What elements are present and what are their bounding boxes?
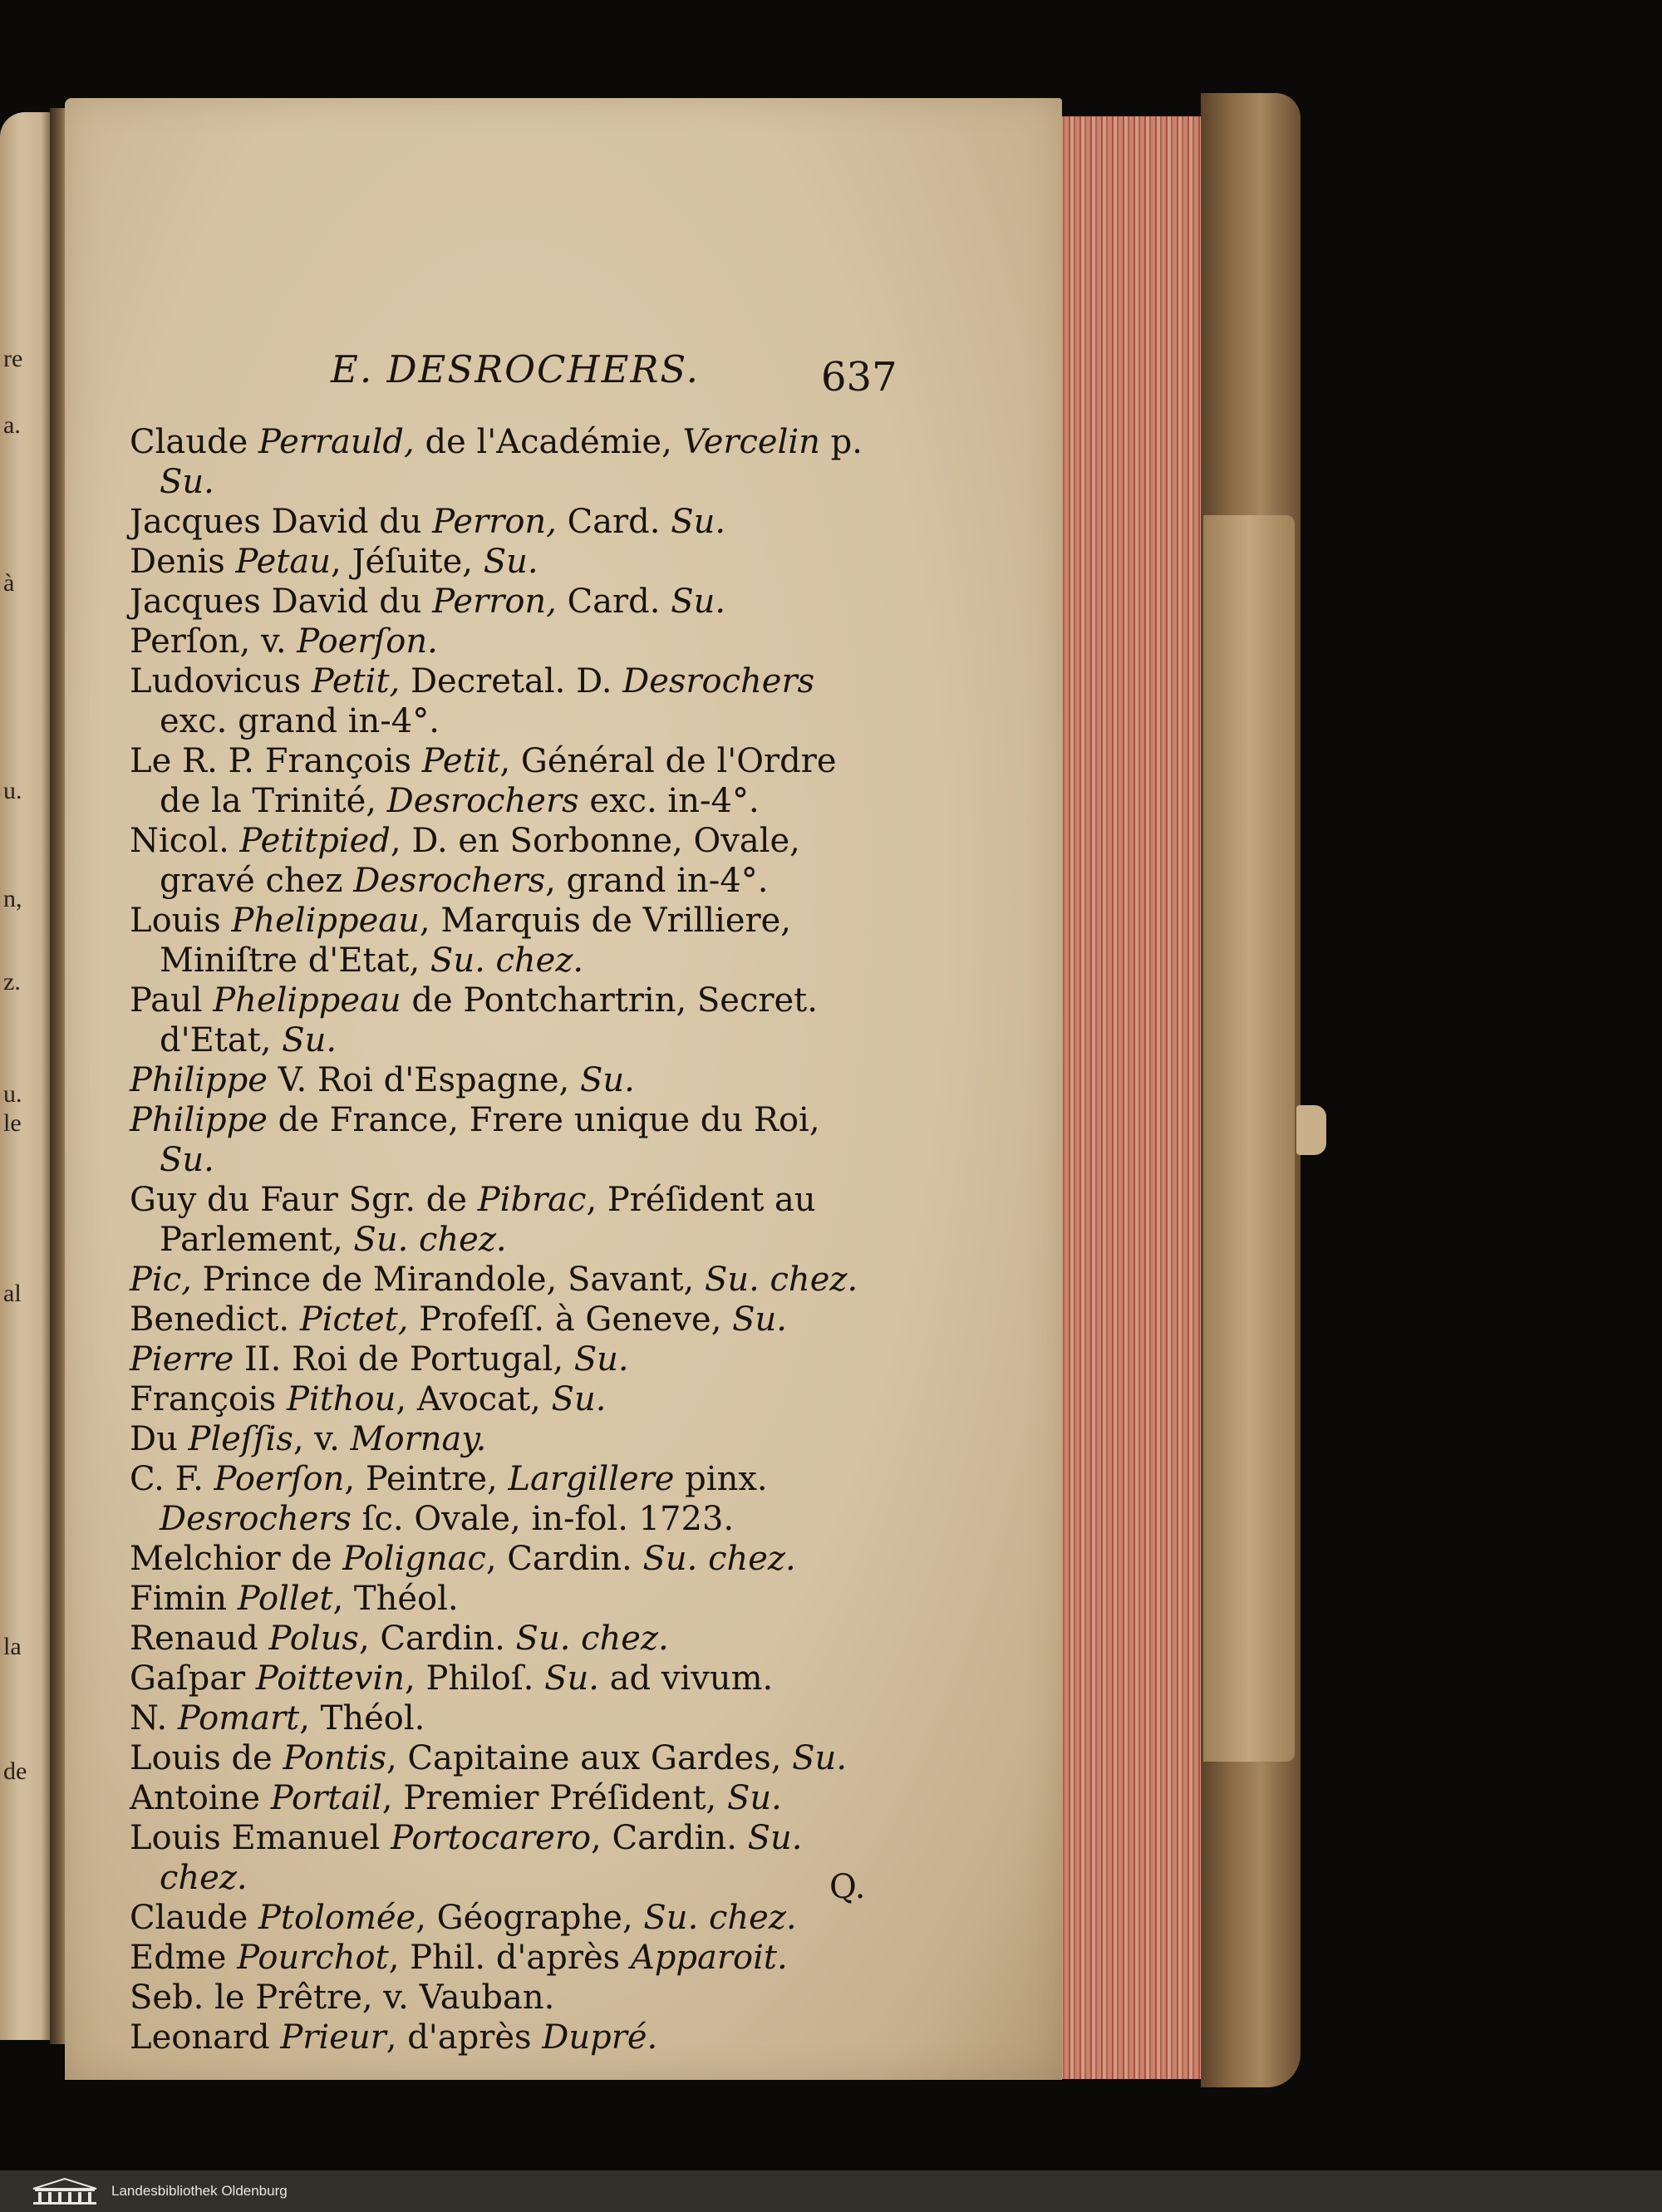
cover-board (1203, 515, 1295, 1762)
italic-segment: Perrauld, (258, 423, 415, 461)
text-segment: Fimin (130, 1580, 238, 1618)
list-item (130, 1180, 882, 1260)
list-item (130, 1100, 882, 1180)
text-segment: Jacques David du (130, 582, 433, 621)
library-logo-icon (30, 2177, 100, 2205)
text-segment: , Cardin. (485, 1540, 643, 1578)
left-fragment: à (3, 569, 15, 597)
paper-tab (1296, 1105, 1326, 1155)
text-segment: ad vivum. (598, 1659, 774, 1698)
text-segment: , D. en Sorbonne, Ovale, gravé chez (160, 822, 800, 900)
text-segment: Antoine (130, 1779, 271, 1817)
list-item (130, 981, 882, 1060)
text-segment: C. F. (130, 1460, 214, 1498)
text-segment: Claude (130, 423, 258, 461)
text-segment: exc. grand in-4°. (160, 702, 440, 740)
italic-segment: Su. (551, 1380, 607, 1418)
italic-segment: Petitpied (239, 822, 391, 860)
italic-segment: Pictet, (299, 1300, 409, 1339)
italic-segment: Petau (235, 543, 332, 581)
italic-segment: Pourchot (237, 1939, 389, 1977)
left-fragment: al (3, 1280, 22, 1307)
list-item (130, 542, 882, 582)
italic-segment: Desrochers (386, 782, 579, 820)
red-page-edges (1054, 116, 1206, 2079)
italic-segment: Su. chez. (160, 1819, 803, 1897)
text-segment: Melchior de (130, 1540, 343, 1578)
italic-segment: Pierre (130, 1340, 234, 1379)
text-segment: , Peintre, (344, 1460, 509, 1498)
list-item (130, 1260, 882, 1300)
italic-segment: Su. (671, 582, 726, 621)
italic-segment: Poerſon (214, 1460, 345, 1498)
text-segment: , Capitaine aux Gardes, (386, 1739, 793, 1777)
italic-segment: Desrochers (622, 662, 815, 700)
text-segment: , v. (293, 1420, 351, 1458)
text-segment: de Pontchartrin, Secret. d'Etat, (160, 981, 818, 1059)
italic-segment: Su. chez. (643, 1899, 797, 1937)
text-segment: Paul (130, 981, 214, 1020)
italic-segment: Petit (421, 742, 500, 780)
italic-segment: Petit, (311, 662, 401, 700)
text-segment: Edme (130, 1939, 238, 1977)
italic-segment: Polus (268, 1620, 359, 1658)
list-item (130, 1379, 882, 1419)
italic-segment: Su. (579, 1061, 635, 1099)
text-segment: Louis (130, 902, 232, 940)
text-segment: N. (130, 1699, 178, 1738)
running-header: E. DESROCHERS. (331, 347, 700, 391)
text-segment: , Théol. (299, 1699, 425, 1738)
italic-segment: Pibrac (477, 1181, 587, 1219)
italic-segment: Pithou (287, 1380, 396, 1418)
italic-segment: Su. (671, 503, 726, 541)
list-item (130, 1619, 882, 1659)
text-segment: , Géographe, (416, 1899, 644, 1937)
left-fragment: re (3, 345, 23, 372)
catchword: Q. (829, 1868, 866, 1906)
text-segment: p. (819, 423, 863, 461)
text-segment: de France, Frere unique du Roi, (267, 1101, 820, 1139)
italic-segment: Pic, (130, 1261, 192, 1299)
left-page-margin-text (0, 112, 52, 2040)
text-segment: ſc. Ovale, in-fol. 1723. (351, 1500, 735, 1538)
text-segment: , Phil. d'après (388, 1939, 631, 1977)
italic-segment: Polignac (342, 1540, 486, 1578)
text-segment: exc. in-4°. (578, 782, 760, 820)
italic-segment: Perron, (432, 582, 557, 621)
text-segment: , Général de l'Ordre de la Trinité, (160, 742, 837, 820)
text-segment: Profeſſ. à Geneve, (408, 1300, 733, 1339)
text-segment: , Préſident au Parlement, (160, 1181, 816, 1259)
right-page (65, 98, 1062, 2080)
text-segment: , Jéſuite, (331, 543, 484, 581)
text-segment: pinx. (674, 1460, 768, 1498)
left-page-edge (0, 112, 52, 2040)
left-fragment: n, (3, 885, 22, 912)
italic-segment: Prieur (280, 2018, 386, 2057)
list-item (130, 901, 882, 981)
list-item (130, 661, 882, 741)
text-segment: , Théol. (332, 1580, 459, 1618)
list-item (130, 741, 882, 821)
italic-segment: Desrochers (160, 1500, 352, 1538)
list-item (130, 2018, 882, 2057)
left-fragment: u. (3, 777, 22, 804)
left-fragment: le (3, 1109, 22, 1137)
italic-segment: Poerſon. (297, 622, 438, 661)
italic-segment: Pollet (237, 1580, 333, 1618)
list-item (130, 1898, 882, 1938)
text-segment: Seb. le Prêtre, v. Vauban. (130, 1979, 555, 2017)
list-item (130, 1459, 882, 1539)
italic-segment: Portocarero (391, 1819, 592, 1857)
text-segment: , Cardin. (591, 1819, 748, 1857)
list-item (130, 1539, 882, 1579)
italic-segment: Perron, (432, 503, 557, 541)
list-item (130, 821, 882, 901)
text-segment: Louis de (130, 1739, 283, 1777)
text-segment: François (130, 1380, 288, 1418)
text-segment: II. Roi de Portugal, (234, 1340, 574, 1379)
italic-segment: Apparoit. (630, 1939, 788, 1977)
italic-segment: Pontis (283, 1739, 386, 1777)
italic-segment: Su. (282, 1021, 337, 1059)
list-item (130, 582, 882, 622)
italic-segment: Su. (726, 1779, 782, 1817)
italic-segment: Phelippeau (231, 902, 420, 940)
list-item (130, 1419, 882, 1459)
text-segment: , grand in-4°. (545, 862, 769, 900)
italic-segment: Poittevin (255, 1659, 406, 1698)
list-item (130, 1818, 882, 1898)
text-segment: V. Roi d'Espagne, (267, 1061, 580, 1099)
italic-segment: Su. (483, 543, 538, 581)
text-segment: Card. (556, 582, 671, 621)
text-segment: Benedict. (130, 1300, 300, 1339)
italic-segment: Ptolomée (258, 1899, 416, 1937)
page-number: 637 (821, 354, 897, 401)
left-fragment: de (3, 1757, 27, 1785)
text-segment: Ludovicus (130, 662, 312, 700)
text-segment: de l'Académie, (414, 423, 683, 461)
list-item (130, 1738, 882, 1778)
list-item (130, 1698, 882, 1738)
italic-segment: Su. chez. (704, 1261, 858, 1299)
text-segment: Gaſpar (130, 1659, 256, 1698)
italic-segment: Su. chez. (353, 1221, 507, 1259)
text-segment: Nicol. (130, 822, 240, 860)
list-item (130, 1659, 882, 1698)
italic-segment: Su. (544, 1659, 599, 1698)
text-segment: Renaud (130, 1620, 269, 1658)
text-segment: Prince de Mirandole, Savant, (191, 1261, 705, 1299)
italic-segment: Su. (732, 1300, 788, 1339)
text-segment: Jacques David du (130, 503, 433, 541)
italic-segment: Su. (792, 1739, 848, 1777)
left-fragment: a. (3, 411, 21, 439)
text-segment: Claude (130, 1899, 258, 1937)
italic-segment: Su. (573, 1340, 629, 1379)
footer-bar (0, 2170, 1662, 2212)
list-item (130, 1339, 882, 1379)
list-item (130, 1778, 882, 1818)
italic-segment: Desrochers (353, 862, 546, 900)
italic-segment: Largillere (508, 1460, 675, 1498)
italic-segment: Pomart (177, 1699, 300, 1738)
italic-segment: Portail (270, 1779, 382, 1817)
left-fragment: u. (3, 1080, 22, 1108)
text-segment: , Philoſ. (405, 1659, 545, 1698)
text-segment: Decretal. D. (400, 662, 623, 700)
text-segment: , Avocat, (396, 1380, 552, 1418)
list-item (130, 502, 882, 542)
text-segment: Guy du Faur Sgr. de (130, 1181, 478, 1219)
list-item (130, 1938, 882, 1978)
italic-segment: Su. chez. (642, 1540, 796, 1578)
list-item (130, 1300, 882, 1339)
italic-segment: Pleſſis (188, 1420, 293, 1458)
text-segment: Du (130, 1420, 189, 1458)
italic-segment: Philippe (130, 1061, 268, 1099)
italic-segment: Su. (160, 1141, 214, 1179)
text-segment: Louis Emanuel (130, 1819, 391, 1857)
text-segment: , d'après (386, 2018, 543, 2057)
text-segment: , Cardin. (358, 1620, 516, 1658)
text-segment: , Marquis de Vrilliere, Miniſtre d'Etat, (160, 902, 791, 980)
left-fragment: la (3, 1633, 22, 1660)
text-segment: Denis (130, 543, 236, 581)
library-name: Landesbibliothek Oldenburg (111, 2183, 288, 2199)
italic-segment: Phelippeau (213, 981, 401, 1020)
italic-segment: Su. (160, 463, 214, 501)
left-fragment: z. (3, 968, 21, 995)
text-segment: , Premier Préſident, (381, 1779, 727, 1817)
text-segment: Card. (556, 503, 671, 541)
italic-segment: Philippe (130, 1101, 268, 1139)
text-segment: Le R. P. François (130, 742, 422, 780)
italic-segment: Dupré. (542, 2018, 658, 2057)
list-item (130, 1060, 882, 1100)
italic-segment: Su. chez. (430, 941, 584, 980)
list-item (130, 1978, 882, 2018)
text-segment: Perſon, v. (130, 622, 297, 661)
list-item (130, 422, 882, 502)
text-segment: Leonard (130, 2018, 281, 2057)
italic-segment: Mornay. (350, 1420, 487, 1458)
list-item (130, 1579, 882, 1619)
portrait-list (130, 422, 882, 2057)
list-item (130, 622, 882, 661)
italic-segment: Su. chez. (515, 1620, 669, 1658)
italic-segment: Vercelin (682, 423, 820, 461)
